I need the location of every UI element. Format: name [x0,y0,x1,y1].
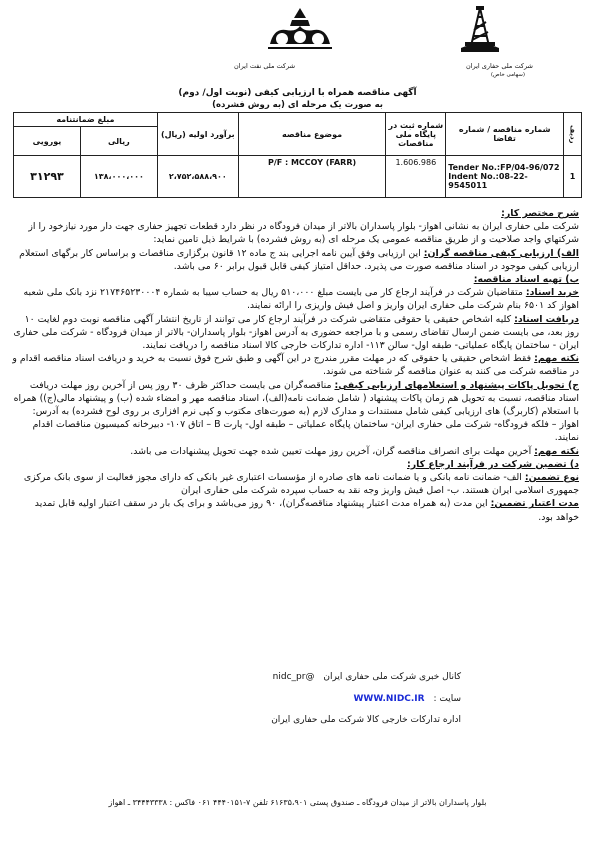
cell-subject: P/F : MCCOY (FARR) [238,156,386,198]
cell-reg: 1.606.986 [386,156,446,198]
guarantee-validity-text: این مدت (به همراه مدت اعتبار پیشنهاد مناقصه‌گران)، ۹۰ روز می‌باشد و برای یک بار در سقف اعتبار اولیه قابل تمدید خواهد بود. [34,498,579,523]
section-qualification-head: الف) ارزیابی کیفی مناقصه گران: [423,247,579,259]
website [353,694,461,704]
address-line: بلوار پاسداران بالاتر از میدان فرودگاه ـ صندوق پستی ۶۱۶۳۵،۹۰۱ تلفن ۷-۴۴۴۰۱۵۱ ۰۶۱ فاکس : ۳۴۴۴۳۳۳۸ ـ اهواز [108,798,487,807]
section-guarantee-validity [12,497,579,523]
procurement-office: اداره تدارکات خارجی کالا شرکت ملی حفاری ایران [271,715,461,725]
cell-estimate: ۲،۷۵۲،۵۸۸،۹۰۰ [157,156,238,198]
tender-number: Tender No.:FP/04-96/072 [448,163,560,172]
col-header-subject: موضوع مناقصه [238,113,386,156]
table-row [14,156,582,198]
note1-text: فقط اشخاص حقیقی یا حقوقی که در مهلت مقرر مندرج در این آگهی و طبق شرح فوق نسبت به خرید و دریافت اسناد مناقصه اقدام و در مناقصه شرکت می کنند به عنوان مناقصه گر شناخته می شوند. [12,353,579,378]
section-guarantee-head: د) تضمین شرکت در فرآیند ارجاع کار: [407,458,579,470]
cell-row: 1 [564,156,582,198]
guarantee-type-text: الف- ضمانت نامه بانکی و یا ضمانت نامه های صادره از مؤسسات اعتباری غیر بانکی که دارای مجوز فعالیت از سوی بانک مرکزی جمهوری اسلامی ایران هستند. ب- اصل فیش واریز وجه نقد به حساب سپرده شرکت ملی حفاری ایران [23,472,579,497]
section-documents [12,273,579,286]
cell-rial: ۱۳۸،۰۰۰،۰۰۰ [80,156,157,198]
section-note1 [12,352,579,378]
nidc-logo-derrick [457,6,503,52]
notice-title: آگهی مناقصه همراه با ارزیابی کیفی (نوبت اول/ دوم) [178,88,417,98]
section-summary [12,207,579,220]
section-purchase [12,286,579,312]
section-receive [12,313,579,353]
section-summary-head: شرح مختصر کار: [501,208,579,219]
indent-number: Indent No.:08-22-9545011 [448,172,528,190]
notice-body [12,207,579,524]
news-channel-id[interactable]: @nidc_pr [272,672,315,682]
section-purchase-head: خرید اسناد: [525,287,579,299]
guarantee-type-head: نوع تضمین: [524,472,579,484]
col-header-row: ردیف [564,113,582,156]
section-qualification [12,247,579,273]
cell-euro: ۳۱۲۹۳ [14,156,81,198]
section-delivery [12,379,579,445]
section-note2 [12,445,579,458]
note2-head: نکته مهم: [534,445,579,457]
guarantee-validity-head: مدت اعتبار تضمین: [490,498,579,510]
summary-text: شرکت ملی حفاری ایران به نشانی اهواز- بلوار پاسداران بالاتر از میدان فرودگاه در نظر دارد قطعات تجهیز حفاری جهت دار مورد نیازخود را از شرکتهاي واجد صلاحيت و از طريق مناقصه عمومی یک مرحله ای (به روش فشرده) با شرایط ذیل تامین نماید: [28,221,579,246]
col-header-guarantee: مبلغ ضمانتنامه [14,113,158,127]
section-guarantee-type [12,471,579,497]
note1-head: نکته مهم: [534,353,579,365]
nioc-logo [266,6,334,50]
org-name-nidc: شرکت ملی حفاری ایران [465,62,533,70]
col-header-rial: ریالی [80,127,157,156]
org-name-nioc: شرکت ملی نفت ایران [234,62,296,70]
website-label: سایت : [433,694,461,704]
section-guarantee [12,458,579,471]
col-header-number: شماره مناقصه / شماره تقاضا [446,113,564,156]
notice-subtitle: به صورت یک مرحله ای (به روش فشرده) [212,100,383,110]
col-header-euro: یورویی [14,127,81,156]
section-documents-head: ب) تهیه اسناد مناقصه: [473,274,579,286]
section-receive-head: دریافت اسناد: [514,313,579,325]
cell-number [446,156,564,198]
org-type-nidc: (سهامی خاص) [490,72,525,78]
purchase-text: متقاضیان شرکت در فرآیند ارجاع کار می بایست مبلغ ۵۱۰،۰۰۰ ریال به حساب سیبا به شماره ۲۱۷۴۶۵۲۳۰۰۰۴ نزد بانک ملی شعبه اهواز کد ۶۵۰۱ بنام شرکت ملی حفاری ایران واریز و اصل فیش واریزی را ارائه نمایند. [23,287,579,312]
section-delivery-head: ج) تحویل پاکات پیشنهاد و استعلامهای ارزیابی کیفی: [334,379,579,391]
col-header-estimate: برآورد اولیه (ریال) [157,113,238,156]
tender-table [13,112,582,198]
news-channel-label: کانال خبری شرکت ملی حفاری ایران [323,672,461,682]
qualification-text: این ارزیابی وفق آیین نامه اجرایی بند ج ماده ۱۲ قانون برگزاری مناقصات و براساس کار برگهای استعلام ارزیابی کیفی موجود در اسناد مناقصه صورت می پذیرد. حداقل امتیاز کیفی قابل قبول برابر ۶۰ می باشد. [19,247,579,272]
website-link[interactable]: WWW.NIDC.IR [353,694,425,704]
receive-text: کلیه اشخاص حقیقی یا حقوقی متقاضی شرکت در فرآیند ارجاع کار می توانند از تاریخ انتشار آگهی مناقصه نوبت دوم لغایت ۱۰ روز بعد، می بایست ضمن ارسال تقاضای رسمی و با مراجعه حضوری به آدرس اهواز- بلوار پاسداران- بالاتر از میدان فرودگاه - شرکت ملی حفاری ایران - ساختمان پایگاه عملیاتی- طبقه اول- سالن ۱۱۳- اداره تدارکات خارجی کالا اسناد مناقصه را دریافت نمایند. [13,313,579,352]
note2-text: آخرین مهلت برای انصراف مناقصه گران، آخرین روز مهلت تعیین شده جهت تحویل پیشنهادات می باشد. [130,445,532,457]
delivery-text: مناقصه‌گران می بایست حداکثر ظرف ۳۰ روز پس از آخرین روز مهلت دریافت اسناد مناقصه، نسبت به تحویل هم زمان پاکات پیشنهاد ( شامل ضمانت نامه(الف)، اسناد مناقصه مهر و امضاء شده (ب) و پیشنهاد مالی(ج)) همراه با استعلام (کاربرگ) های ارزیابی کیفی شامل مستندات و مدارک لازم (به صورت‌های مکتوب و کپی نرم افزاری بر روی لوح فشرده) به آدرس: اهواز – فلکه فرودگاه- شرکت ملی حفاری ایران- ساختمان پایگاه عملیاتی – طبقه اول- پارت B – اتاق ۱۰۷- دبیرخانه کمیسیون مناقصات اقدام نمایند. [13,379,579,444]
col-header-reg: شماره ثبت در پایگاه ملی مناقصات [386,113,446,156]
news-channel [273,672,461,682]
table-header-row [14,113,582,127]
